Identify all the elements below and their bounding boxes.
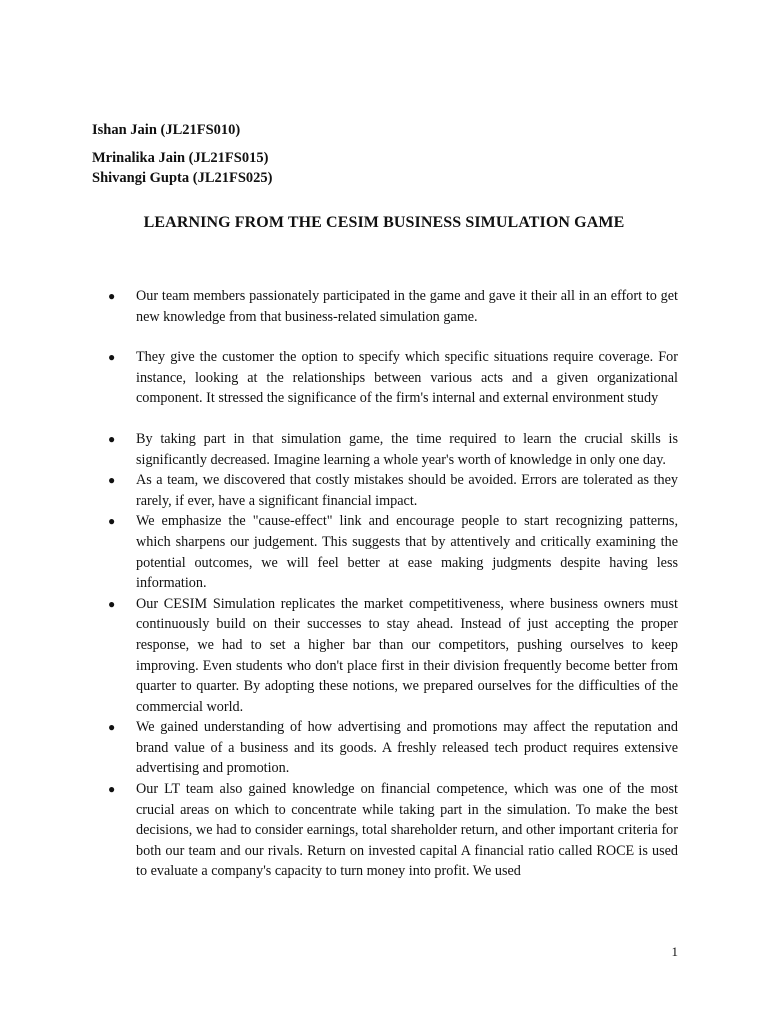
list-item-text: Our CESIM Simulation replicates the market competitiveness, where business owners must continuously build on their successes to stay ahead. Instead of just accepting the proper response, we had to set a higher bar than our competitors, pushing ourselves to keep improving. Even students who don't place first in their division frequently become better from quarter to quarter. By adopting these notions, we prepared ourselves for the difficulties of the commercial world.: [136, 595, 678, 715]
author-2: Mrinalika Jain (JL21FS015): [92, 150, 269, 166]
list-item-text: As a team, we discovered that costly mistakes should be avoided. Errors are tolerated as they rarely, if ever, have a significant financial impact.: [136, 472, 678, 509]
list-item-text: Our LT team also gained knowledge on financial competence, which was one of the most crucial areas on which to concentrate while taking part in the simulation. To make the best decisions, we had to consider earnings, total shareholder return, and other important criteria for both our team and our rivals. Return on invested capital A financial ratio called ROCE is used to evaluate a company's capacity to turn money into profit. We used: [136, 781, 678, 880]
bullet-icon: ●: [108, 514, 116, 529]
list-item-text: We gained understanding of how advertising and promotions may affect the reputation and brand value of a business and its goods. A freshly released tech product requires extensive advertising and promotion.: [136, 719, 678, 777]
list-item-text: They give the customer the option to specify which specific situations require coverage. For instance, looking at the relationships between various acts and a given organizational component. It stressed the significance of the firm's internal and external environment study: [136, 349, 678, 407]
author-1: Ishan Jain (JL21FS010): [92, 122, 241, 138]
list-item-text: Our team members passionately participated in the game and gave it their all in an effort to get new knowledge from that business-related simulation game.: [136, 288, 678, 325]
bullet-icon: ●: [108, 596, 116, 611]
list-item: [108, 717, 678, 779]
list-item: [108, 347, 678, 409]
bullet-icon: ●: [108, 289, 116, 303]
list-item: [108, 779, 678, 882]
list-item: [108, 511, 678, 593]
bullet-icon: ●: [108, 782, 116, 797]
bullet-list: [108, 286, 678, 882]
list-item-text: By taking part in that simulation game, the time required to learn the crucial skills is significantly decreased. Imagine learning a whole year's worth of knowledge in only one day.: [136, 430, 678, 468]
bullet-icon: ●: [108, 431, 116, 446]
list-item: [108, 470, 678, 511]
page-number: 1: [671, 944, 678, 959]
list-item: [108, 594, 678, 718]
bullet-icon: ●: [108, 473, 116, 488]
bullet-icon: ●: [108, 720, 116, 735]
list-item: [108, 429, 678, 470]
list-item: [108, 286, 678, 327]
author-3: Shivangi Gupta (JL21FS025): [92, 170, 273, 186]
list-item-text: We emphasize the "cause-effect" link and encourage people to start recognizing patterns, which sharpens our judgement. This suggests that by attentively and critically examining the potential outcomes, we will feel better at ease making judgments despite having less information.: [136, 513, 678, 592]
document-title: LEARNING FROM THE CESIM BUSINESS SIMULATION GAME: [143, 214, 625, 231]
bullet-icon: ●: [108, 350, 116, 365]
